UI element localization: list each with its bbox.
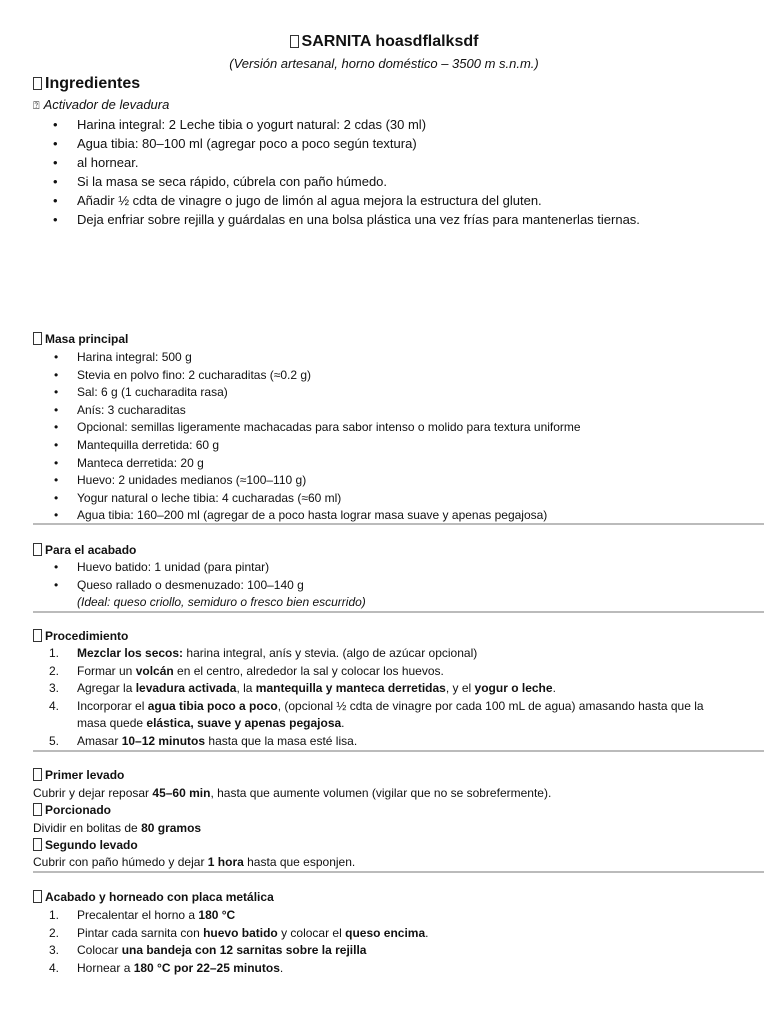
list-item — [33, 680, 704, 698]
text: Colocar — [77, 943, 122, 958]
list-item — [33, 925, 428, 943]
masa-principal-list — [33, 349, 581, 525]
missing-glyph-icon — [33, 838, 42, 851]
bold-text: huevo batido — [203, 925, 278, 940]
list-item: • al hornear. — [33, 153, 640, 172]
list-item — [33, 663, 704, 681]
text: , (opcional ½ cdta de vinagre por cada 100 mL de agua) amasando hasta que la — [277, 698, 704, 713]
text: , hasta que aumente volumen (vigilar que no se sobrefermente). — [210, 786, 552, 800]
step-number: 1. — [49, 908, 60, 922]
acabado-list — [33, 559, 304, 594]
bold-text: queso encima — [345, 925, 426, 940]
text: y colocar el — [277, 925, 346, 940]
bold-text: 180 °C por 22–25 minutos — [133, 960, 280, 975]
activador-list — [33, 115, 640, 229]
list-item: • Harina integral: 2 Leche tibia o yogurt natural: 2 cdas (30 ml) — [33, 115, 640, 134]
text: Incorporar el — [77, 698, 148, 713]
text: Cubrir con paño húmedo y dejar — [33, 855, 208, 869]
list-item — [33, 907, 428, 925]
horneado-list — [33, 907, 428, 977]
list-item: • Deja enfriar sobre rejilla y guárdalas en una bolsa plástica una vez frías para mantenerlas tiernas. — [33, 210, 640, 229]
list-item: • Añadir ½ cdta de vinagre o jugo de limón al agua mejora la estructura del gluten. — [33, 191, 640, 210]
step-number: 2. — [49, 925, 60, 940]
step-number: 3. — [49, 681, 60, 696]
bold-text: levadura activada — [135, 681, 237, 696]
text: . — [279, 960, 284, 975]
text: Precalentar el horno a — [77, 908, 199, 922]
bold-text: Mezclar los secos: — [77, 646, 184, 660]
step-number: 5. — [49, 733, 60, 748]
list-item: • Sal: 6 g (1 cucharadita rasa) — [33, 384, 581, 402]
document-title — [0, 33, 768, 51]
list-item: • Agua tibia: 160–200 ml (agregar de a poco hasta lograr masa suave y apenas pegajosa) — [33, 507, 581, 525]
list-item: • Agua tibia: 80–100 ml (agregar poco a poco según textura) — [33, 134, 640, 153]
bold-text: elástica, suave y apenas pegajosa — [146, 716, 342, 731]
list-item: • Huevo batido: 1 unidad (para pintar) — [33, 559, 304, 577]
list-item: • Mantequilla derretida: 60 g — [33, 437, 581, 455]
list-item: • Huevo: 2 unidades medianos (≈100–110 g) — [33, 472, 581, 490]
text: . — [341, 716, 345, 731]
missing-glyph-icon — [33, 629, 42, 642]
list-item — [33, 942, 428, 960]
list-item: • Manteca derretida: 20 g — [33, 455, 581, 473]
bold-text: volcán — [135, 663, 174, 678]
step-number: 1. — [49, 646, 60, 660]
list-item — [33, 698, 704, 733]
list-item — [33, 733, 704, 751]
text: Formar un — [77, 663, 136, 678]
procedimiento-list — [33, 645, 704, 751]
step-number: 4. — [49, 698, 60, 713]
missing-glyph-icon — [33, 543, 42, 556]
text: Amasar — [77, 733, 122, 748]
text: hasta que esponjen. — [243, 855, 356, 869]
porcionado-text — [33, 821, 201, 835]
bold-text: 45–60 min — [152, 786, 211, 800]
horneado-heading: Acabado y horneado con placa metálica — [33, 890, 274, 904]
masa-principal-heading: Masa principal — [33, 332, 128, 346]
text: Hornear a — [77, 960, 134, 975]
bold-text: yogur o leche — [474, 681, 553, 696]
acabado-heading: Para el acabado — [33, 543, 136, 557]
bold-text: 180 °C — [198, 908, 236, 922]
segundo-levado-text — [33, 855, 355, 869]
missing-glyph-icon — [290, 35, 299, 48]
list-item: • Stevia en polvo fino: 2 cucharaditas (≈0.2 g) — [33, 367, 581, 385]
missing-glyph-icon — [33, 803, 42, 816]
text: Dividir en bolitas de — [33, 821, 142, 835]
step-number: 2. — [49, 663, 60, 678]
list-item: • Harina integral: 500 g — [33, 349, 581, 367]
text: Cubrir y dejar reposar — [33, 786, 153, 800]
missing-glyph-icon — [33, 77, 42, 90]
text: harina integral, anís y stevia. (algo de azúcar opcional) — [183, 646, 478, 660]
list-item: • Opcional: semillas ligeramente machacadas para sabor intenso o molido para textura uniforme — [33, 419, 581, 437]
text: en el centro, alrededor la sal y colocar los huevos. — [173, 663, 444, 678]
text: masa quede — [77, 716, 147, 731]
ingredientes-heading: Ingredientes — [33, 75, 140, 93]
bold-text: 1 hora — [207, 855, 244, 869]
list-item — [33, 960, 428, 978]
divider — [33, 750, 764, 752]
divider — [33, 871, 764, 873]
text: , y el — [445, 681, 475, 696]
bold-text: una bandeja con 12 sarnitas sobre la rejilla — [121, 943, 367, 958]
acabado-note: (Ideal: queso criollo, semiduro o fresco bien escurrido) — [77, 595, 366, 609]
divider — [33, 523, 764, 525]
document-subtitle: (Versión artesanal, horno doméstico – 3500 m s.n.m.) — [229, 56, 539, 71]
text: , la — [236, 681, 256, 696]
missing-glyph-icon — [33, 332, 42, 345]
activador-heading: ⍰ Activador de levadura — [33, 97, 170, 112]
porcionado-heading: Porcionado — [33, 803, 111, 817]
procedimiento-heading: Procedimiento — [33, 629, 128, 643]
text: . — [425, 925, 429, 940]
segundo-levado-heading: Segundo levado — [33, 838, 138, 852]
missing-glyph-icon — [33, 890, 42, 903]
list-item: • Queso rallado o desmenuzado: 100–140 g — [33, 577, 304, 595]
list-item — [33, 645, 704, 663]
text: Agregar la — [77, 681, 136, 696]
title-text: SARNITA hoasdflalksdf — [301, 33, 479, 50]
text: Pintar cada sarnita con — [77, 925, 204, 940]
list-item: • Anís: 3 cucharaditas — [33, 402, 581, 420]
text: . — [552, 681, 556, 696]
primer-levado-heading: Primer levado — [33, 768, 124, 782]
bold-text: mantequilla y manteca derretidas — [255, 681, 446, 696]
step-number: 3. — [49, 943, 60, 958]
list-item: • Yogur natural o leche tibia: 4 cucharadas (≈60 ml) — [33, 490, 581, 508]
step-number: 4. — [49, 960, 60, 975]
bold-text: 10–12 minutos — [121, 733, 206, 748]
bold-text: 80 gramos — [141, 821, 202, 835]
missing-glyph-icon — [33, 768, 42, 781]
bold-text: agua tibia poco a poco — [147, 698, 278, 713]
list-item: • Si la masa se seca rápido, cúbrela con paño húmedo. — [33, 172, 640, 191]
text: hasta que la masa esté lisa. — [205, 733, 358, 748]
missing-glyph-icon: ⍰ — [33, 100, 40, 112]
divider — [33, 611, 764, 613]
primer-levado-text — [33, 786, 551, 800]
